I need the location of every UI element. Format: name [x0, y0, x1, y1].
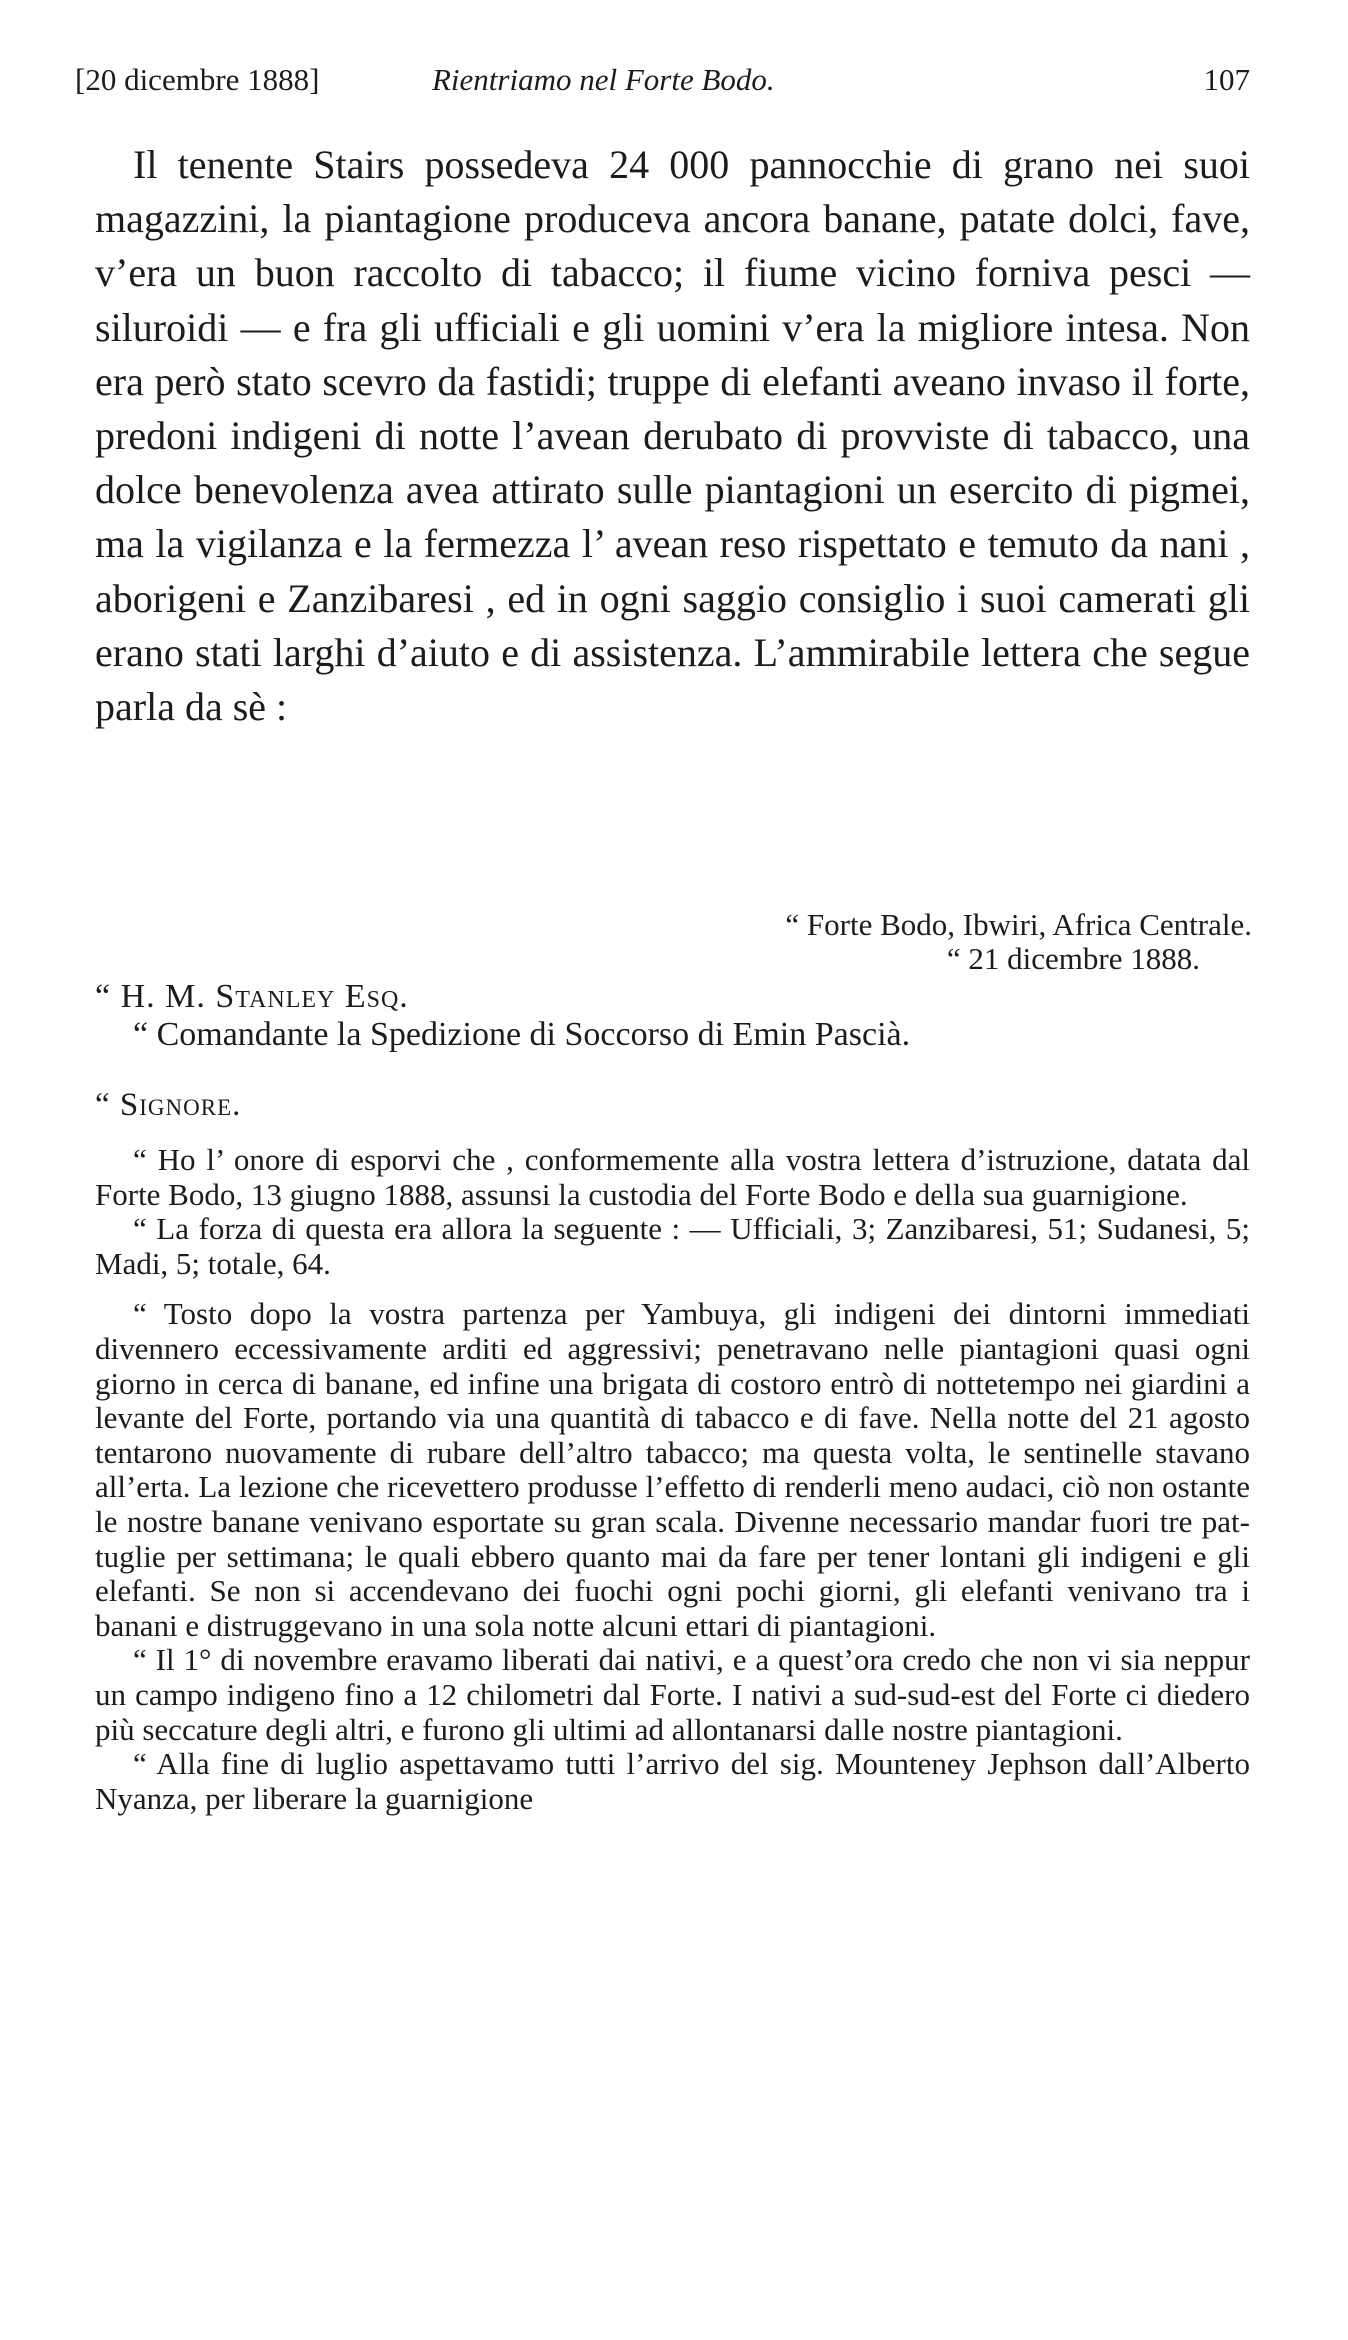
letter-paragraph: “ Alla fine di luglio aspettavamo tutti l’arrivo del sig. Mounteney Jephson dall’Alberto Nyanza, per liberare la guarnigione	[95, 1746, 1250, 1816]
letter-paragraph: “ Ho l’ onore di esporvi che , conformemente alla vostra lettera d’istruzione, datata dal Forte Bodo, 13 giugno 1888, assunsi la custodia del Forte Bodo e della sua guarnigione.	[95, 1142, 1250, 1212]
page-number: 107	[1203, 62, 1250, 97]
header-date: [20 dicembre 1888]	[75, 62, 320, 97]
addressee-role: “ Comandante la Spedizione di Soccorso di Emin Pascià.	[133, 1016, 911, 1053]
narrative-paragraph: Il tenente Stairs possedeva 24 000 pannocchie di grano nei suoi magazzini, la piantagione produceva ancora banane, patate dolci, fave, v’era un buon raccolto di tabacco; il fiume vicino forniva pesci — siluroidi — e fra gli ufficiali e gli uomini v’era la migliore intesa. Non era però stato scevro da fastidi; truppe di elefanti aveano invaso il forte, predoni indigeni di notte l’avean derubato di provviste di tabacco, una dolce benevolenza avea attirato sulle piantagioni un esercito di pigmei, ma la vigilanza e la fermezza l’ avean reso rispettato e temuto da nani , aborigeni e Zanzibaresi , ed in ogni saggio consiglio i suoi camerati gli erano stati larghi d’aiuto e di assistenza. L’ammirabile lettera che segue parla da sè :	[95, 142, 1250, 730]
letter-body	[95, 1143, 1250, 1816]
running-header	[75, 62, 1250, 110]
letter-paragraph: “ La forza di questa era allora la seguente : — Ufficiali, 3; Zanzibaresi, 51; Sudanesi, 5; Madi, 5; totale, 64.	[95, 1211, 1250, 1281]
letter-salutation: “ Signore.	[95, 1087, 242, 1123]
letter-date: “ 21 dicembre 1888.	[946, 941, 1200, 976]
letter-paragraph: “ Il 1° di novembre eravamo liberati dai nativi, e a quest’ora credo che non vi sia neppur un campo indigeno fino a 12 chilometri dal Forte. I nativi a sud-sud-est del Forte ci diedero più seccature degli altri, e furono gli ultimi ad allontanarsi dalle nostre piantagioni.	[95, 1642, 1250, 1747]
addressee-name: “ H. M. Stanley Esq.	[95, 978, 409, 1015]
letter-addressee	[95, 978, 1250, 1054]
letter-paragraph: “ Tosto dopo la vostra partenza per Yambuya, gli indigeni dei dintorni immediati divennero eccessivamente arditi ed aggressivi; penetravano nelle piantagioni quasi ogni giorno in cerca di banane, ed infine una brigata di costoro entrò di nottetempo nei giardini a levante del Forte, portando via una quantità di tabacco e di fave. Nella notte del 21 agosto tentarono nuovamente di rubare dell’altro tabacco; ma questa volta, le sentinelle stavano all’erta. La lezione che ricevettero produsse l’effetto di renderli meno audaci, ciò non ostante le nostre banane venivano esportate su gran scala. Divenne necessario mandar fuori tre pattuglie per settimana; le quali ebbero quanto mai da fare per tener lontani gli indigeni e gli elefanti. Se non si accendevano dei fuochi ogni pochi giorni, gli elefanti venivano tra i banani e distruggevano in una sola notte alcuni ettari di piantagioni.	[95, 1296, 1250, 1643]
letter-place: “ Forte Bodo, Ibwiri, Africa Centrale.	[785, 907, 1252, 942]
header-title: Rientriamo nel Forte Bodo.	[432, 62, 775, 97]
letter-heading	[552, 908, 1252, 976]
narrative-text	[95, 138, 1250, 734]
